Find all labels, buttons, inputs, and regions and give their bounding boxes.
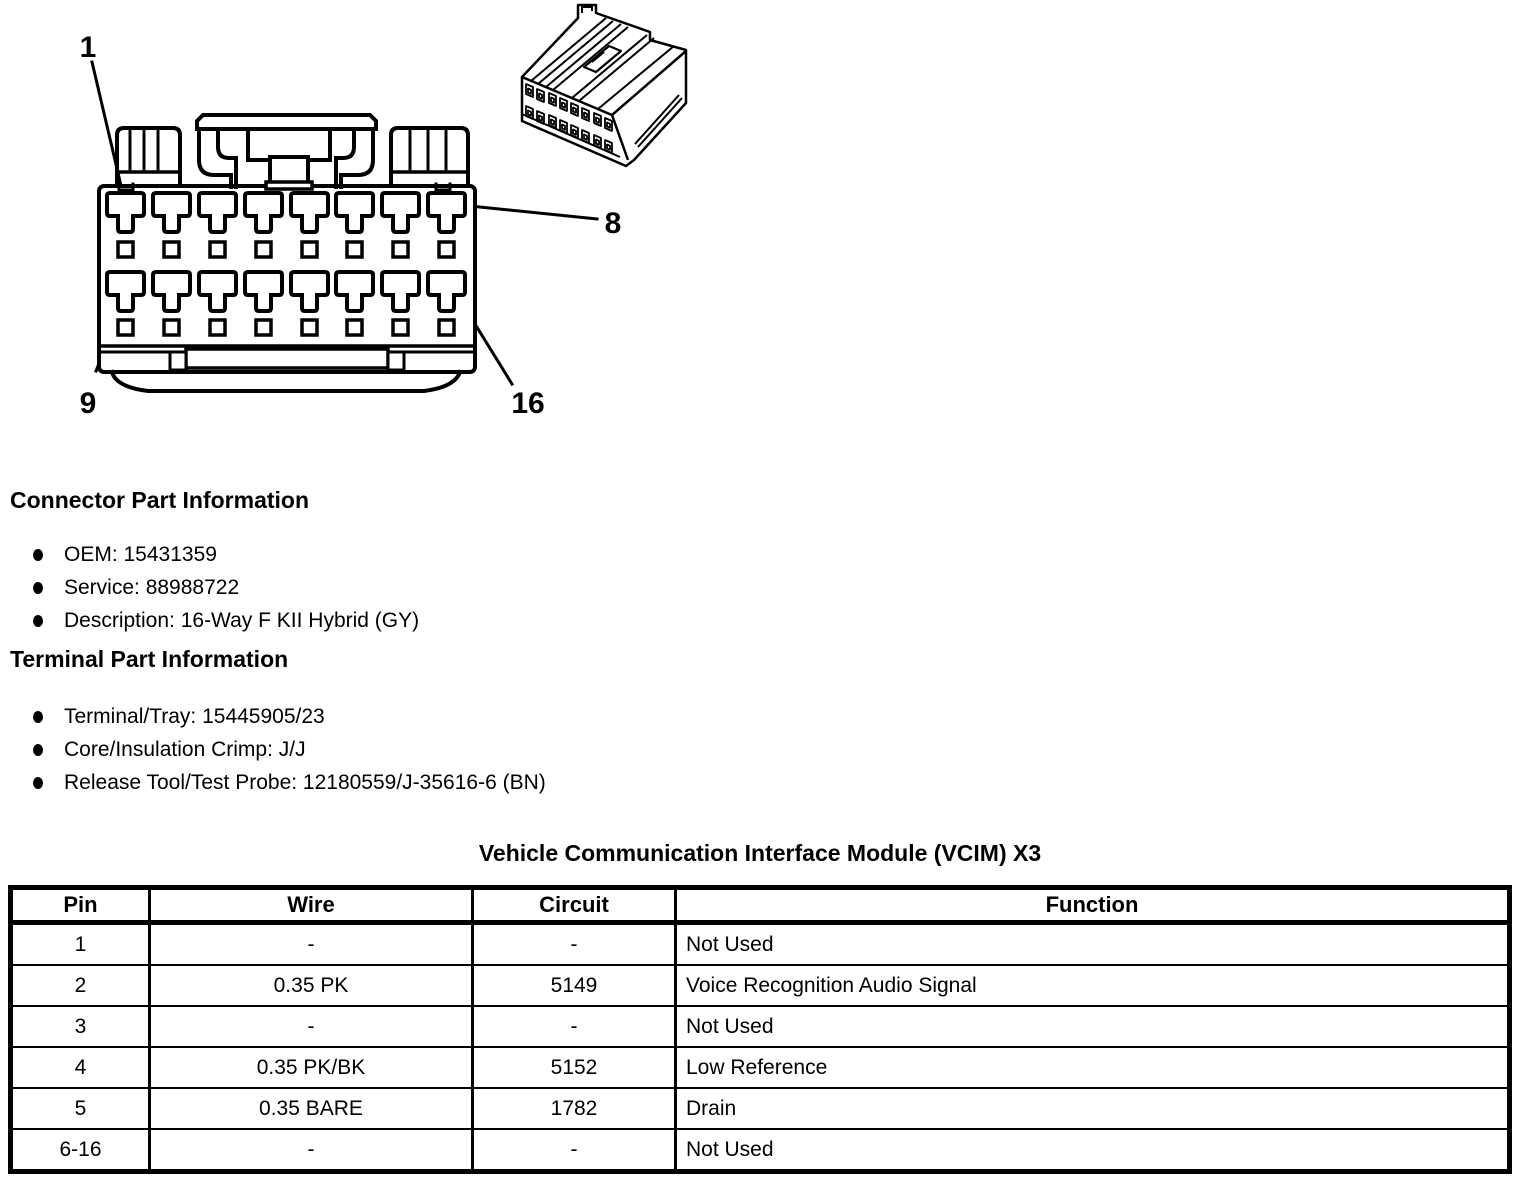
terminal-tray: Terminal/Tray: 15445905/23 (64, 704, 325, 728)
cell-function: Not Used (676, 1129, 1510, 1172)
column-header-circuit: Circuit (473, 888, 676, 923)
list-item (0, 571, 900, 604)
terminal-part-information-list (0, 700, 900, 799)
bullet-icon (33, 549, 43, 561)
pin-label-9: 9 (79, 387, 97, 420)
cell-pin: 2 (11, 965, 150, 1006)
pin-label-1: 1 (79, 31, 97, 64)
cell-pin: 5 (11, 1088, 150, 1129)
bullet-icon (33, 615, 43, 627)
cell-function: Low Reference (676, 1047, 1510, 1088)
bullet-icon (33, 711, 43, 723)
table-row (11, 1088, 1510, 1129)
connector-diagram-svg (0, 0, 760, 470)
left-index-tab (117, 128, 180, 186)
connector-isometric-view (522, 5, 686, 166)
table-header-row (11, 888, 1510, 923)
pin-label-16: 16 (511, 387, 545, 420)
connector-description: Description: 16-Way F KII Hybrid (GY) (64, 608, 420, 632)
connector-part-information-heading: Connector Part Information (10, 487, 310, 513)
vcim-pinout-table (8, 885, 1512, 1174)
cell-circuit: 5149 (473, 965, 676, 1006)
connector-lock-tab (197, 115, 376, 189)
table-row (11, 1006, 1510, 1047)
cell-wire: - (150, 923, 473, 966)
cell-circuit: - (473, 1129, 676, 1172)
cell-circuit: 1782 (473, 1088, 676, 1129)
table-row (11, 965, 1510, 1006)
core-insulation-crimp: Core/Insulation Crimp: J/J (64, 737, 306, 761)
connector-diagram (0, 0, 760, 470)
bullet-icon (33, 744, 43, 756)
column-header-function: Function (676, 888, 1510, 923)
service-number: Service: 88988722 (64, 575, 240, 599)
terminal-part-information-heading: Terminal Part Information (10, 646, 289, 672)
cell-circuit: 5152 (473, 1047, 676, 1088)
cell-function: Drain (676, 1088, 1510, 1129)
cell-wire: 0.35 PK (150, 965, 473, 1006)
table-row (11, 1047, 1510, 1088)
list-item (0, 700, 900, 733)
list-item (0, 766, 900, 799)
cell-pin: 1 (11, 923, 150, 966)
cell-wire: - (150, 1006, 473, 1047)
column-header-pin: Pin (11, 888, 150, 923)
cell-circuit: - (473, 1006, 676, 1047)
cell-pin: 6-16 (11, 1129, 150, 1172)
cell-function: Voice Recognition Audio Signal (676, 965, 1510, 1006)
oem-number: OEM: 15431359 (64, 542, 217, 566)
list-item (0, 604, 900, 637)
pin-label-8: 8 (604, 207, 622, 240)
connector-part-information-list (0, 538, 900, 637)
right-index-tab (391, 128, 468, 186)
cell-wire: - (150, 1129, 473, 1172)
cell-wire: 0.35 BARE (150, 1088, 473, 1129)
release-tool-test-probe: Release Tool/Test Probe: 12180559/J-35616-6 (BN) (64, 770, 546, 794)
cell-pin: 4 (11, 1047, 150, 1088)
cell-wire: 0.35 PK/BK (150, 1047, 473, 1088)
column-header-wire: Wire (150, 888, 473, 923)
table-row (11, 923, 1510, 966)
list-item (0, 538, 900, 571)
pinout-table-title: Vehicle Communication Interface Module (VCIM) X3 (478, 840, 1042, 866)
bullet-icon (33, 777, 43, 789)
cell-function: Not Used (676, 923, 1510, 966)
cell-function: Not Used (676, 1006, 1510, 1047)
bullet-icon (33, 582, 43, 594)
cell-circuit: - (473, 923, 676, 966)
cell-pin: 3 (11, 1006, 150, 1047)
table-row (11, 1129, 1510, 1172)
list-item (0, 733, 900, 766)
